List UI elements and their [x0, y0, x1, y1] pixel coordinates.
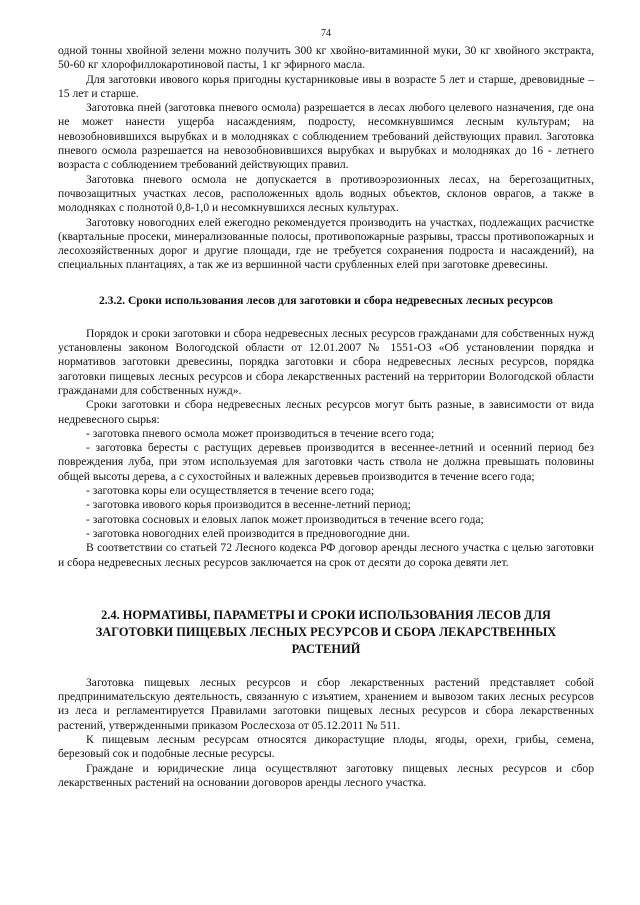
subsection-heading: 2.3.2. Сроки использования лесов для заготовки и сбора недревесных лесных ресурсов	[98, 293, 554, 307]
paragraph: Заготовку новогодних елей ежегодно рекомендуется производить на участках, подлежащих расчистке (квартальные просеки, минерализованные полосы, противопожарные разрывы, трассы противопожарных и лесохозяйственных дорог и другие площади, где не требуется сохранения подроста и насаждений), на специальных плантациях, а так же из вершинной части срубленных елей при заготовке древесины.	[58, 215, 594, 272]
paragraph: В соответствии со статьей 72 Лесного кодекса РФ договор аренды лесного участка с целью заготовки и сбора недревесных лесных ресурсов заключается на срок от десяти до сорока девяти лет.	[58, 541, 594, 569]
paragraph: Заготовка пней (заготовка пневого осмола) разрешается в лесах любого целевого назначения, где она не может нанести ущерба насаждениям, подросту, несомкнувшимся лесным культурам; на невозобновившихся вырубках и в молодняках с соблюдением требований действующих правил. Заготовка пневого осмола разрешается на невозобновившихся вырубках и вырубках и молодняках до 16 - летнего возраста с соблюдением требований действующих правил.	[58, 101, 594, 172]
page-number: 74	[321, 28, 331, 39]
list-item: - заготовка коры ели осуществляется в течение всего года;	[86, 484, 375, 498]
paragraph: Порядок и сроки заготовки и сбора недревесных лесных ресурсов гражданами для собственных нужд установлены законом Вологодской области от 12.01.2007 № 1551-ОЗ «Об установлении порядка и нормативов заготовки древесины, порядка заготовки и сбора недревесных лесных ресурсов, порядка заготовки пищевых лесных ресурсов и сбора лекарственных растений на территории Вологодской области гражданами для собственных нужд».	[58, 326, 594, 397]
list-item: - заготовка бересты с растущих деревьев производится в весеннее-летний и осенний период без повреждения луба, при этом используемая для заготовки часть ствола не должна превышать половины общей высоты дерева, а с сухостойных и валежных деревьев производится в течение всего года;	[58, 441, 594, 483]
list-item: - заготовка ивового корья производится в весенне-летний период;	[86, 498, 411, 512]
paragraph: Для заготовки ивового корья пригодны кустарниковые ивы в возрасте 5 лет и старше, древовидные – 15 лет и старше.	[58, 72, 594, 100]
paragraph: одной тонны хвойной зелени можно получить 300 кг хвойно-витаминной муки, 30 кг хвойного экстракта, 50-60 кг хлорофиллокаротиновой пасты, 1 кг эфирного масла.	[58, 44, 594, 72]
paragraph: Заготовка пищевых лесных ресурсов и сбор лекарственных растений представляет собой предпринимательскую деятельность, связанную с изъятием, хранением и вывозом таких лесных ресурсов из леса и регламентируется Правилами заготовки пищевых лесных ресурсов и сбора лекарственных растений, утвержденными приказом Рослесхоза от 05.12.2011 № 511.	[58, 675, 594, 732]
list-item: - заготовка сосновых и еловых лапок может производиться в течение всего года;	[86, 512, 484, 526]
list-item: - заготовка новогодних елей производится в предновогодние дни.	[86, 526, 410, 540]
section-heading: 2.4. НОРМАТИВЫ, ПАРАМЕТРЫ И СРОКИ ИСПОЛЬЗОВАНИЯ ЛЕСОВ ДЛЯ ЗАГОТОВКИ ПИЩЕВЫХ ЛЕСНЫХ РЕСУРСОВ И СБОРА ЛЕКАРСТВЕННЫХ РАСТЕНИЙ	[95, 607, 557, 656]
paragraph: Сроки заготовки и сбора недревесных лесных ресурсов могут быть разные, в зависимости от вида недревесного сырья:	[58, 398, 594, 426]
paragraph: Граждане и юридические лица осуществляют заготовку пищевых лесных ресурсов и сбор лекарственных растений на основании договоров аренды лесного участка.	[58, 761, 594, 789]
paragraph: К пищевым лесным ресурсам относятся дикорастущие плоды, ягоды, орехи, грибы, семена, березовый сок и подобные лесные ресурсы.	[58, 732, 594, 761]
paragraph: Заготовка пневого осмола не допускается в противоэрозионных лесах, на берегозащитных, почвозащитных участках лесов, расположенных вдоль водных объектов, склонов оврагов, а также в молодняках с полнотой 0,8-1,0 и несомкнувшихся лесных культурах.	[58, 172, 594, 215]
list-item: - заготовка пневого осмола может производиться в течение всего года;	[86, 426, 435, 440]
